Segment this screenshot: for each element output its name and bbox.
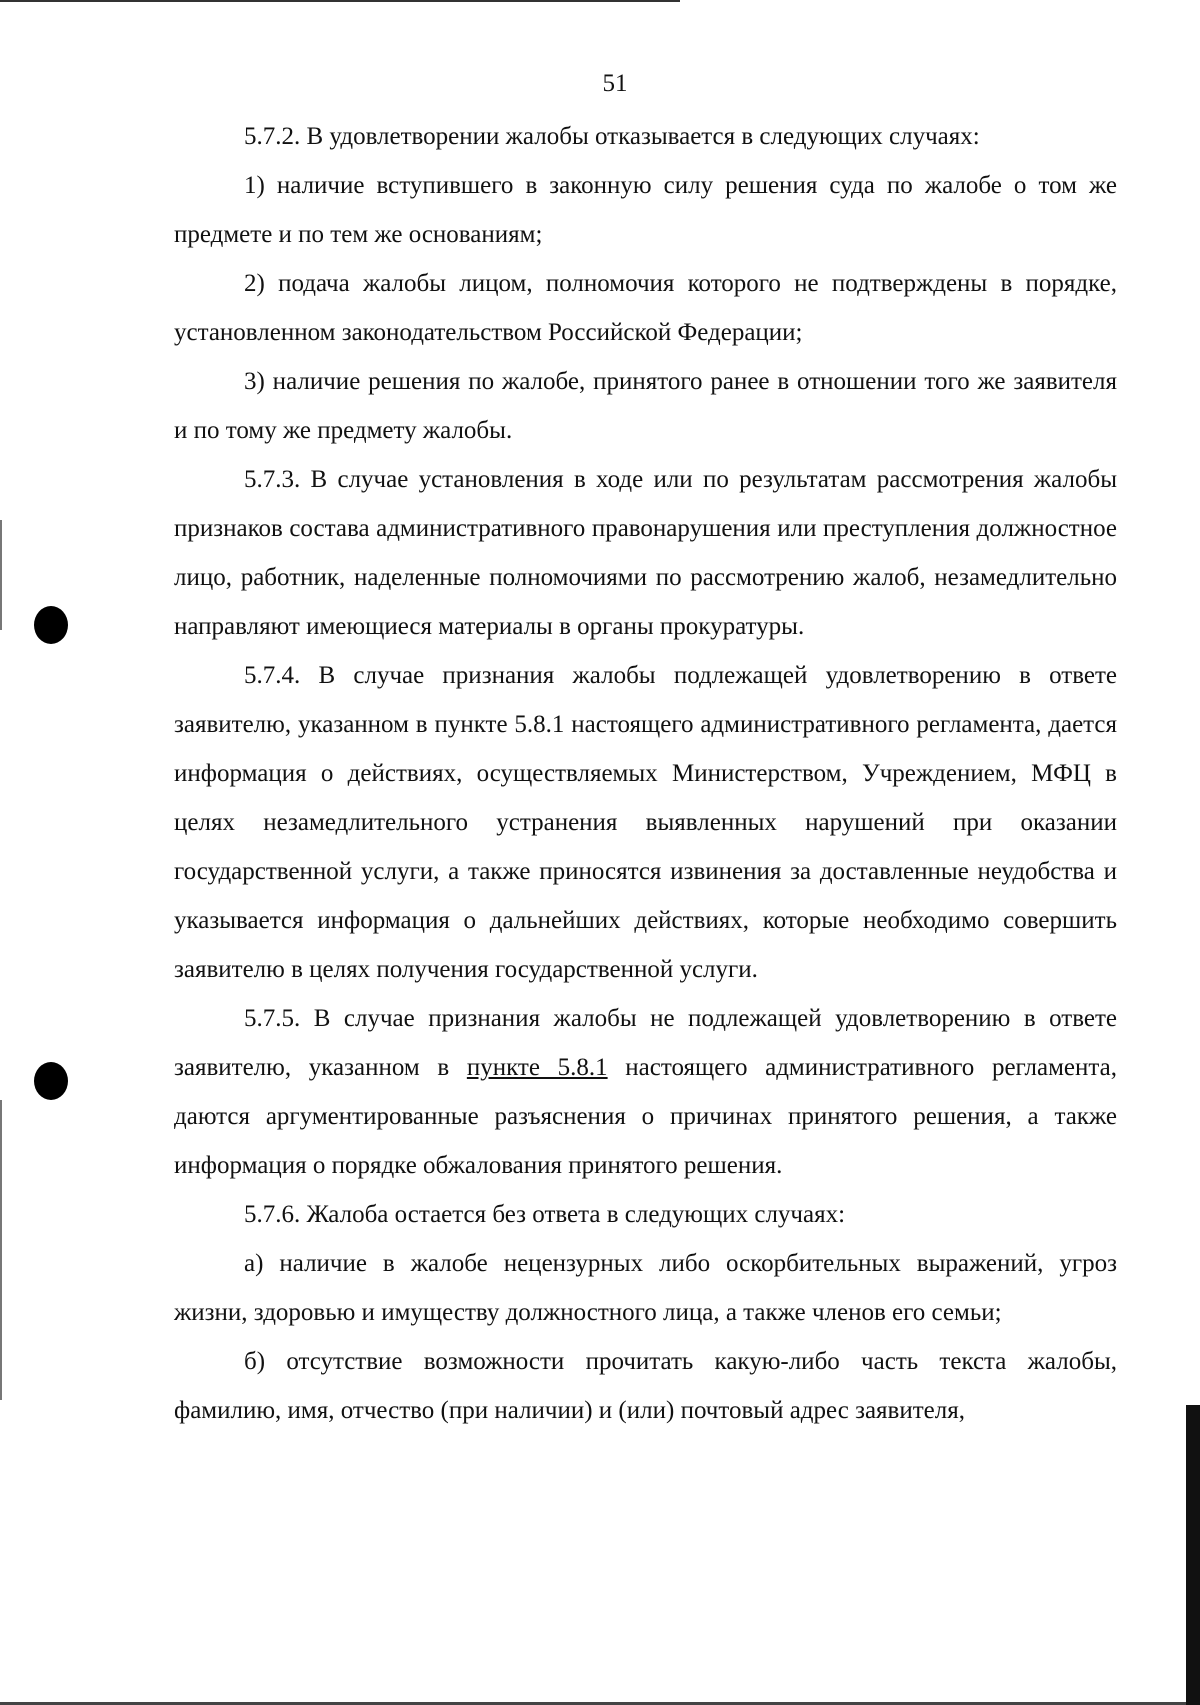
document-body bbox=[174, 112, 1117, 1435]
scan-edge-mark bbox=[0, 520, 2, 630]
paragraph-5-7-5 bbox=[174, 994, 1117, 1190]
paragraph-text: настоящего административного регламента, даются аргументированные разъяснения о причинах принятого решения, а также информация о порядке обжалования принятого решения. bbox=[174, 1054, 1117, 1179]
scan-edge-shadow bbox=[1186, 1405, 1200, 1705]
punch-hole bbox=[34, 606, 68, 644]
paragraph-5-7-2: 5.7.2. В удовлетворении жалобы отказывается в следующих случаях: bbox=[244, 123, 980, 150]
scan-edge-mark bbox=[0, 1100, 2, 1400]
list-item-1: 1) наличие вступившего в законную силу решения суда по жалобе о том же предмете и по тем же основаниям; bbox=[174, 172, 1117, 248]
list-item-3: 3) наличие решения по жалобе, принятого ранее в отношении того же заявителя и по тому же предмету жалобы. bbox=[174, 368, 1117, 444]
scan-top-line bbox=[0, 0, 680, 2]
paragraph-5-7-3: 5.7.3. В случае установления в ходе или по результатам рассмотрения жалобы признаков состава административного правонарушения или преступления должностное лицо, работник, наделенные полномочиями по рассмотрению жалоб, незамедлительно направляют имеющиеся материалы в органы прокуратуры. bbox=[174, 466, 1117, 640]
punch-hole bbox=[34, 1062, 68, 1100]
page-number: 51 bbox=[602, 70, 628, 97]
list-item-2: 2) подача жалобы лицом, полномочия которого не подтверждены в порядке, установленном законодательством Российской Федерации; bbox=[174, 270, 1117, 346]
paragraph-5-7-6: 5.7.6. Жалоба остается без ответа в следующих случаях: bbox=[244, 1201, 846, 1228]
paragraph-text: 5.7.5. В случае признания жалобы не подлежащей удовлетворению в ответе заявителю, указанном в bbox=[174, 1005, 1117, 1081]
section-reference-link[interactable]: пункте 5.8.1 bbox=[466, 1054, 608, 1081]
paragraph-5-7-4: 5.7.4. В случае признания жалобы подлежащей удовлетворению в ответе заявителю, указанном в пункте 5.8.1 настоящего административного регламента, дается информация о действиях, осуществляемых Министерством, Учреждением, МФЦ в целях незамедлительного устранения выявленных нарушений при оказании государственной услуги, а также приносятся извинения за доставленные неудобства и указывается информация о дальнейших действиях, которые необходимо совершить заявителю в целях получения государственной услуги. bbox=[174, 662, 1117, 983]
list-item-a: а) наличие в жалобе нецензурных либо оскорбительных выражений, угроз жизни, здоровью и имуществу должностного лица, а также членов его семьи; bbox=[174, 1250, 1117, 1326]
list-item-b: б) отсутствие возможности прочитать какую-либо часть текста жалобы, фамилию, имя, отчество (при наличии) и (или) почтовый адрес заявителя, bbox=[174, 1348, 1117, 1424]
